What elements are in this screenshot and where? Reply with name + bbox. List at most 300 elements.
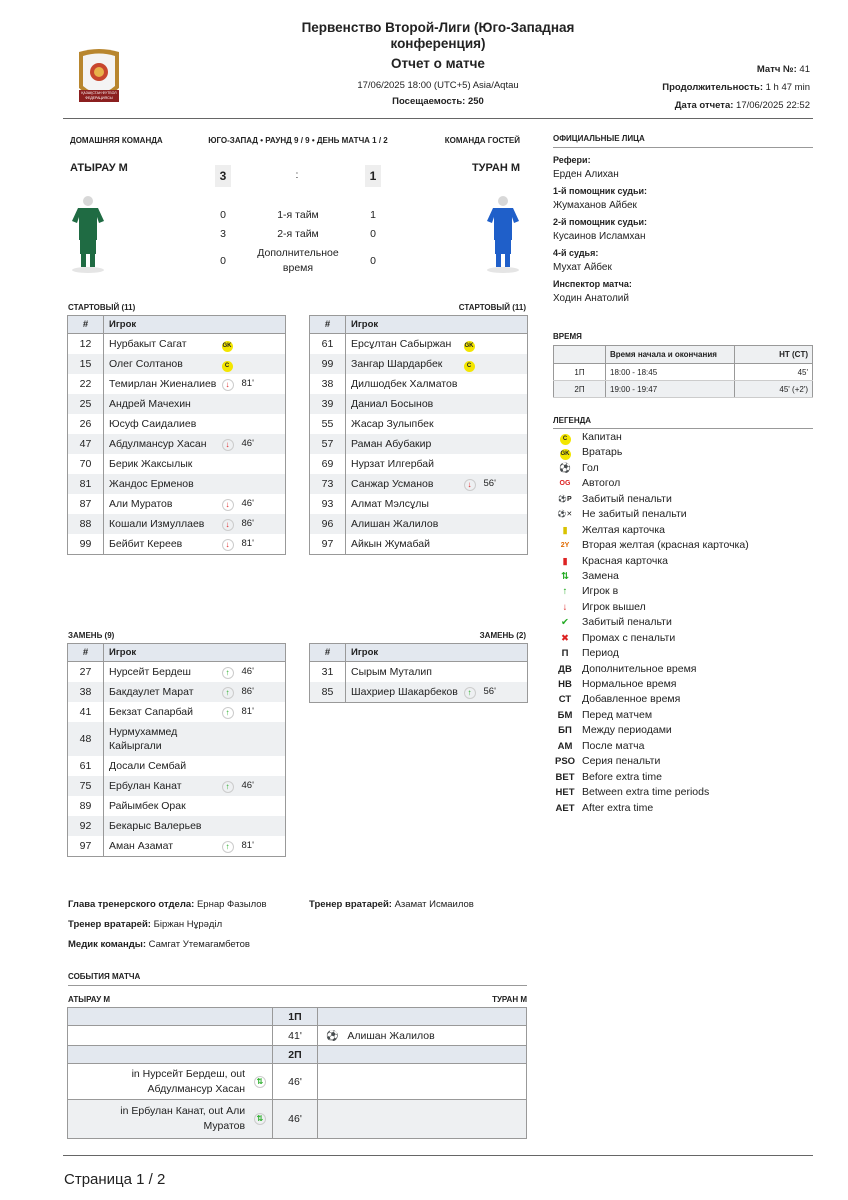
- legend-abbr: BET: [555, 771, 575, 783]
- extra-away-score: 0: [370, 255, 376, 267]
- away-subs-label: ЗАМЕНЬ (2): [479, 631, 526, 640]
- player-name: Раман Абубакир: [346, 434, 464, 454]
- player-icon-cell: [222, 702, 240, 722]
- player-icon-cell: [222, 796, 240, 816]
- player-number: 26: [68, 414, 104, 434]
- player-icon-cell: [464, 334, 482, 355]
- legend-item: [555, 584, 749, 599]
- attendance: Посещаемость: 250: [392, 96, 484, 107]
- legend-label: Автогол: [582, 477, 621, 490]
- event-minute: 41': [273, 1026, 318, 1046]
- event-substitution: in Ербулан Канат, out Али Муратов: [120, 1105, 246, 1132]
- player-row: [68, 434, 286, 454]
- player-name: Ербулан Канат: [104, 776, 222, 796]
- player-icon-cell: [222, 454, 240, 474]
- official-entry: [553, 155, 813, 180]
- sub-minute: 56': [482, 474, 528, 494]
- player-icon-cell: [222, 662, 240, 683]
- col-number-header: #: [310, 644, 346, 662]
- period-1-label: 1П: [273, 1008, 318, 1026]
- goalkeeper-badge: GK: [464, 341, 475, 352]
- sub-minute: 81': [241, 840, 254, 851]
- player-number: 87: [68, 494, 104, 514]
- player-number: 61: [310, 334, 346, 355]
- period-row: [68, 1008, 527, 1026]
- legend-item: [555, 507, 749, 522]
- player-row: [68, 494, 286, 514]
- half2-away-score: 0: [370, 228, 376, 240]
- player-row: [310, 454, 528, 474]
- col-number-header: #: [68, 644, 104, 662]
- time-title: ВРЕМЯ: [553, 332, 582, 341]
- legend-item: [555, 538, 749, 553]
- time-col-range: Время начала и окончания: [606, 346, 735, 364]
- captain-icon: [555, 430, 575, 445]
- cross-icon: ✖: [561, 632, 569, 644]
- player-icon-cell: [222, 354, 240, 374]
- sub-minute: 46': [240, 434, 286, 454]
- sub-minute: [240, 796, 286, 816]
- player-number: 47: [68, 434, 104, 454]
- sub-minute: [240, 414, 286, 434]
- player-number: 55: [310, 414, 346, 434]
- player-row: [68, 796, 286, 816]
- home-starting-table: [67, 315, 286, 555]
- legend-label: Добавленное время: [582, 693, 681, 706]
- officials-title: ОФИЦИАЛЬНЫЕ ЛИЦА: [553, 134, 645, 143]
- official-entry: [553, 279, 813, 304]
- sub-minute: [240, 756, 286, 776]
- player-number: 93: [310, 494, 346, 514]
- extra-home-score: 0: [220, 255, 226, 267]
- player-number: 38: [310, 374, 346, 394]
- player-icon-cell: [464, 494, 482, 514]
- legend-label: Игрок вышел: [582, 600, 646, 613]
- away-starting-label: СТАРТОВЫЙ (11): [458, 303, 526, 312]
- sub-minute: 46': [241, 666, 254, 677]
- sub-minute: [240, 334, 286, 355]
- player-icon-cell: [464, 414, 482, 434]
- player-row: [310, 534, 528, 555]
- yellow-card-icon: ▮: [562, 524, 568, 536]
- second-yellow-icon: 2Y: [560, 542, 570, 550]
- sub-minute: 81': [241, 538, 254, 549]
- legend-item: [555, 615, 749, 630]
- player-number: 12: [68, 334, 104, 355]
- substitution-icon: ⇅: [561, 570, 569, 582]
- player-row: [68, 394, 286, 414]
- legend-abbr: АМ: [557, 740, 573, 752]
- legend-item: [555, 770, 749, 785]
- sub-minute: [482, 514, 528, 534]
- away-starting-table: [309, 315, 528, 555]
- team-medic: Медик команды: Самгат Утемагамбетов: [68, 939, 250, 950]
- footer-divider: [63, 1155, 813, 1156]
- event-minute: 46': [273, 1100, 318, 1139]
- official-entry: [553, 217, 813, 242]
- sub-minute: [482, 454, 528, 474]
- player-row: [310, 662, 528, 683]
- player-out-icon: ↓: [222, 379, 234, 391]
- player-name: Берик Жаксылык: [109, 458, 193, 470]
- sub-minute: 86': [240, 682, 286, 702]
- legend-item: [555, 739, 749, 754]
- player-name: Сырым Муталип: [351, 666, 432, 678]
- substitution-icon: ⇅: [254, 1076, 266, 1088]
- penalty-scored-icon: ⚽P: [558, 495, 572, 503]
- legend-abbr: БП: [558, 725, 572, 737]
- own-goal-icon: OG: [559, 480, 571, 488]
- round-info: ЮГО-ЗАПАД • РАУНД 9 / 9 • ДЕНЬ МАТЧА 1 / 2: [208, 136, 388, 145]
- captain-badge: C: [222, 361, 233, 372]
- player-name: Олег Солтанов: [104, 354, 222, 374]
- legend-label: Between extra time periods: [582, 786, 710, 799]
- official-role: Рефери:: [553, 155, 591, 165]
- period-2-label: 2П: [273, 1046, 318, 1064]
- report-subtitle: Отчет о матче: [391, 56, 485, 71]
- player-name: Бакдаулет Марат: [104, 682, 222, 702]
- away-gk-coach: Тренер вратарей: Азамат Исмаилов: [309, 899, 474, 910]
- player-out-icon: ↓: [222, 539, 234, 551]
- sub-minute: [240, 474, 286, 494]
- legend-item: [555, 492, 749, 507]
- legend-abbr: AET: [555, 802, 575, 814]
- player-number: 39: [310, 394, 346, 414]
- time-col-period: [554, 346, 606, 364]
- player-name: Нурмухаммед Кайыргали: [104, 722, 222, 756]
- player-in-icon: ↑: [222, 687, 234, 699]
- player-name: Жандос Ерменов: [104, 474, 222, 494]
- legend-label: Before extra time: [582, 770, 662, 783]
- goal-icon: ⚽: [559, 462, 571, 474]
- home-starting-label: СТАРТОВЫЙ (11): [68, 303, 136, 312]
- time-ht: 45' (+2'): [735, 381, 813, 398]
- player-row: [68, 374, 286, 394]
- sub-minute: 46': [240, 776, 286, 796]
- sub-minute: 56': [482, 682, 528, 703]
- legend-label: After extra time: [582, 801, 654, 814]
- player-name: Нурбакыт Сагат: [109, 338, 187, 350]
- legend-abbr: PSO: [555, 756, 576, 768]
- player-name: Юсуф Саидалиев: [109, 418, 197, 430]
- player-row: [68, 454, 286, 474]
- player-row: [68, 534, 286, 555]
- legend-item: [555, 476, 749, 491]
- legend-divider: [553, 428, 813, 429]
- player-number: 96: [310, 514, 346, 534]
- time-period: 1П: [554, 364, 606, 381]
- sub-minute: [482, 662, 528, 683]
- legend-label: Вторая желтая (красная карточка): [582, 539, 749, 552]
- home-subs-label: ЗАМЕНЬ (9): [68, 631, 115, 640]
- official-entry: [553, 248, 813, 273]
- away-kit-icon: [485, 195, 521, 278]
- legend-label: Замена: [582, 569, 619, 582]
- col-player-header: Игрок: [104, 644, 286, 662]
- event-substitution: in Нурсейт Бердеш, out Абдулмансур Хасан: [131, 1067, 246, 1095]
- player-number: 73: [310, 474, 346, 494]
- event-row: [68, 1064, 527, 1100]
- player-name: Бейбит Кереев: [109, 538, 183, 550]
- player-icon-cell: [222, 494, 240, 514]
- legend-item: [555, 523, 749, 538]
- events-title: СОБЫТИЯ МАТЧА: [68, 972, 141, 981]
- legend-item: [555, 445, 749, 460]
- legend-label: Между периодами: [582, 724, 672, 737]
- legend-label: Нормальное время: [582, 678, 677, 691]
- time-ht: 45': [735, 364, 813, 381]
- sub-minute: 81': [241, 706, 254, 717]
- legend-abbr: БМ: [557, 709, 573, 721]
- player-name: Кошали Измуллаев: [104, 514, 222, 534]
- legend-label: После матча: [582, 739, 645, 752]
- player-row: [310, 514, 528, 534]
- legend-item: [555, 708, 749, 723]
- player-row: [310, 414, 528, 434]
- player-name: Бекзат Сапарбай: [109, 706, 193, 718]
- legend-label: Забитый пенальти: [582, 492, 672, 505]
- time-row: [554, 381, 813, 398]
- player-icon-cell: [464, 374, 482, 394]
- player-in-icon: ↑: [222, 707, 234, 719]
- legend-label: Желтая карточка: [582, 523, 666, 536]
- legend-item: [555, 646, 749, 661]
- player-row: [310, 474, 528, 494]
- player-name: Дилшодбек Халматов: [351, 378, 458, 390]
- legend-item: [555, 662, 749, 677]
- official-role: 4-й судья:: [553, 248, 599, 258]
- player-number: 70: [68, 454, 104, 474]
- legend-label: Вратарь: [582, 446, 623, 459]
- player-row: [68, 662, 286, 683]
- player-number: 75: [68, 776, 104, 796]
- legend-label: Серия пенальти: [582, 755, 661, 768]
- legend-abbr: ДВ: [558, 663, 572, 675]
- period-row: [68, 1046, 527, 1064]
- player-row: [310, 374, 528, 394]
- sub-minute: 46': [241, 498, 254, 509]
- home-gk-coach: Тренер вратарей: Біржан Нұрәділ: [68, 919, 223, 930]
- player-row: [310, 334, 528, 355]
- player-in-icon: ↑: [562, 586, 568, 598]
- half1-label: 1-я тайм: [277, 209, 319, 221]
- time-col-ht: HT (CT): [735, 346, 813, 364]
- player-name: Нурзат Илгербай: [351, 458, 435, 470]
- legend-item: [555, 677, 749, 692]
- score-separator: :: [295, 169, 299, 181]
- player-row: [68, 334, 286, 355]
- player-row: [310, 682, 528, 703]
- goalkeeper-badge: GK: [222, 341, 233, 352]
- player-icon-cell: [464, 682, 482, 703]
- player-number: 69: [310, 454, 346, 474]
- away-subs-table: [309, 643, 528, 703]
- player-icon-cell: [464, 434, 482, 454]
- player-row: [310, 494, 528, 514]
- legend-item: [555, 801, 749, 816]
- legend-label: Промах с пенальти: [582, 631, 676, 644]
- legend-label: Дополнительное время: [582, 662, 697, 675]
- legend-list: [555, 430, 749, 816]
- home-score: 3: [215, 165, 231, 187]
- official-name: Мухат Айбек: [553, 262, 612, 273]
- legend-abbr: НВ: [558, 679, 572, 691]
- official-role: 2-й помощник судьи:: [553, 217, 648, 227]
- match-datetime: 17/06/2025 18:00 (UTC+5) Asia/Aqtau: [357, 80, 519, 91]
- events-away-team: ТУРАН М: [492, 995, 527, 1004]
- player-in-icon: ↑: [222, 667, 234, 679]
- player-number: 92: [68, 816, 104, 836]
- player-icon-cell: [464, 662, 482, 683]
- time-table: [553, 345, 813, 398]
- player-icon-cell: [222, 836, 240, 857]
- events-home-team: АТЫРАУ М: [68, 995, 111, 1004]
- sub-minute: [482, 414, 528, 434]
- player-icon-cell: [222, 394, 240, 414]
- legend-item: [555, 461, 749, 476]
- player-icon-cell: [222, 474, 240, 494]
- sub-minute: [240, 454, 286, 474]
- player-icon-cell: [464, 394, 482, 414]
- player-icon-cell: [222, 414, 240, 434]
- sub-minute: [240, 722, 286, 756]
- legend-label: Период: [582, 647, 619, 660]
- player-number: 25: [68, 394, 104, 414]
- player-out-icon: ↓: [222, 519, 234, 531]
- player-row: [68, 682, 286, 702]
- player-name: Али Муратов: [109, 498, 173, 510]
- col-player-header: Игрок: [346, 316, 528, 334]
- col-number-header: #: [68, 316, 104, 334]
- badge-shape: C: [560, 434, 571, 445]
- sub-minute: [482, 374, 528, 394]
- player-icon-cell: [222, 682, 240, 702]
- legend-label: Забитый пенальти: [582, 616, 672, 629]
- player-icon-cell: [464, 474, 482, 494]
- sub-minute: [482, 334, 528, 355]
- half1-away-score: 1: [370, 209, 376, 221]
- player-icon-cell: [222, 514, 240, 534]
- officials-divider: [553, 147, 813, 148]
- legend-abbr: П: [561, 648, 569, 660]
- substitution-icon: ⇅: [254, 1113, 266, 1125]
- sub-minute: [482, 394, 528, 414]
- official-entry: [553, 186, 813, 211]
- legend-item: [555, 723, 749, 738]
- event-minute: 46': [273, 1064, 318, 1100]
- player-icon-cell: [222, 816, 240, 836]
- legend-label: Гол: [582, 461, 599, 474]
- col-number-header: #: [310, 316, 346, 334]
- player-out-icon: ↓: [562, 601, 568, 613]
- time-row: [554, 364, 813, 381]
- player-name: Зангар Шардарбек: [346, 354, 464, 374]
- player-name: Темирлан Жиеналиев: [109, 378, 217, 390]
- player-number: 97: [68, 836, 104, 857]
- player-icon-cell: [464, 354, 482, 374]
- event-row: [68, 1100, 527, 1139]
- player-number: 89: [68, 796, 104, 816]
- player-number: 99: [310, 354, 346, 374]
- legend-label: Красная карточка: [582, 554, 668, 567]
- player-row: [68, 722, 286, 756]
- player-number: 41: [68, 702, 104, 722]
- player-row: [310, 354, 528, 374]
- home-kit-icon: [70, 195, 106, 278]
- player-out-icon: ↓: [222, 439, 234, 451]
- legend-abbr: HET: [555, 787, 575, 799]
- report-date: Дата отчета: 17/06/2025 22:52: [674, 100, 810, 111]
- player-icon-cell: [222, 534, 240, 555]
- sub-minute: 81': [241, 378, 254, 389]
- player-row: [68, 836, 286, 857]
- events-divider: [68, 985, 527, 986]
- goal-icon: ⚽: [326, 1030, 339, 1042]
- player-out-icon: ↓: [222, 499, 234, 511]
- col-player-header: Игрок: [346, 644, 528, 662]
- away-team-name: ТУРАН М: [471, 162, 520, 174]
- player-in-icon: ↑: [464, 687, 476, 699]
- sub-minute: [482, 434, 528, 454]
- sub-minute: [482, 534, 528, 555]
- player-name: Алишан Жалилов: [346, 514, 464, 534]
- half2-label: 2-я тайм: [277, 228, 319, 240]
- sub-minute: [240, 354, 286, 374]
- col-player-header: Игрок: [104, 316, 286, 334]
- player-name: Аман Азамат: [109, 840, 174, 852]
- check-icon: ✔: [561, 617, 569, 629]
- player-number: 22: [68, 374, 104, 394]
- legend-item: [555, 430, 749, 445]
- legend-item: [555, 569, 749, 584]
- report-title: Первенство Второй-Лиги (Юго-Западная конференция): [301, 20, 575, 51]
- half2-home-score: 3: [220, 228, 226, 240]
- legend-item: [555, 692, 749, 707]
- sub-minute: [240, 816, 286, 836]
- player-row: [68, 776, 286, 796]
- player-name: Абдулмансур Хасан: [104, 434, 222, 454]
- player-number: 27: [68, 662, 104, 683]
- player-name: Бекарыс Валерьев: [104, 816, 222, 836]
- player-name: Райымбек Орак: [109, 800, 186, 812]
- official-name: Кусаинов Исламхан: [553, 231, 646, 242]
- player-number: 99: [68, 534, 104, 555]
- half1-home-score: 0: [220, 209, 226, 221]
- legend-label: Капитан: [582, 431, 622, 444]
- sub-minute: [240, 394, 286, 414]
- player-row: [68, 514, 286, 534]
- player-number: 97: [310, 534, 346, 555]
- player-icon-cell: [222, 374, 240, 394]
- legend-item: [555, 600, 749, 615]
- official-name: Ходин Анатолий: [553, 293, 629, 304]
- time-range: 19:00 - 19:47: [606, 381, 735, 398]
- legend-label: Игрок в: [582, 585, 619, 598]
- logo-text: ҚАЗАҚСТАН ФУТБОЛ ФЕДЕРАЦИЯСЫ: [81, 91, 117, 100]
- official-name: Жумаханов Айбек: [553, 200, 637, 211]
- player-icon-cell: [222, 722, 240, 756]
- player-name: Ерсұлтан Сабыржан: [351, 338, 452, 350]
- player-in-icon: ↑: [222, 781, 234, 793]
- legend-item: [555, 554, 749, 569]
- legend-item: [555, 785, 749, 800]
- penalty-missed-icon: ⚽✕: [557, 511, 573, 519]
- player-number: 57: [310, 434, 346, 454]
- home-team-label: ДОМАШНЯЯ КОМАНДА: [70, 136, 163, 145]
- player-row: [68, 702, 286, 722]
- event-player: Алишан Жалилов: [347, 1029, 435, 1042]
- player-name: Даниал Босынов: [346, 394, 464, 414]
